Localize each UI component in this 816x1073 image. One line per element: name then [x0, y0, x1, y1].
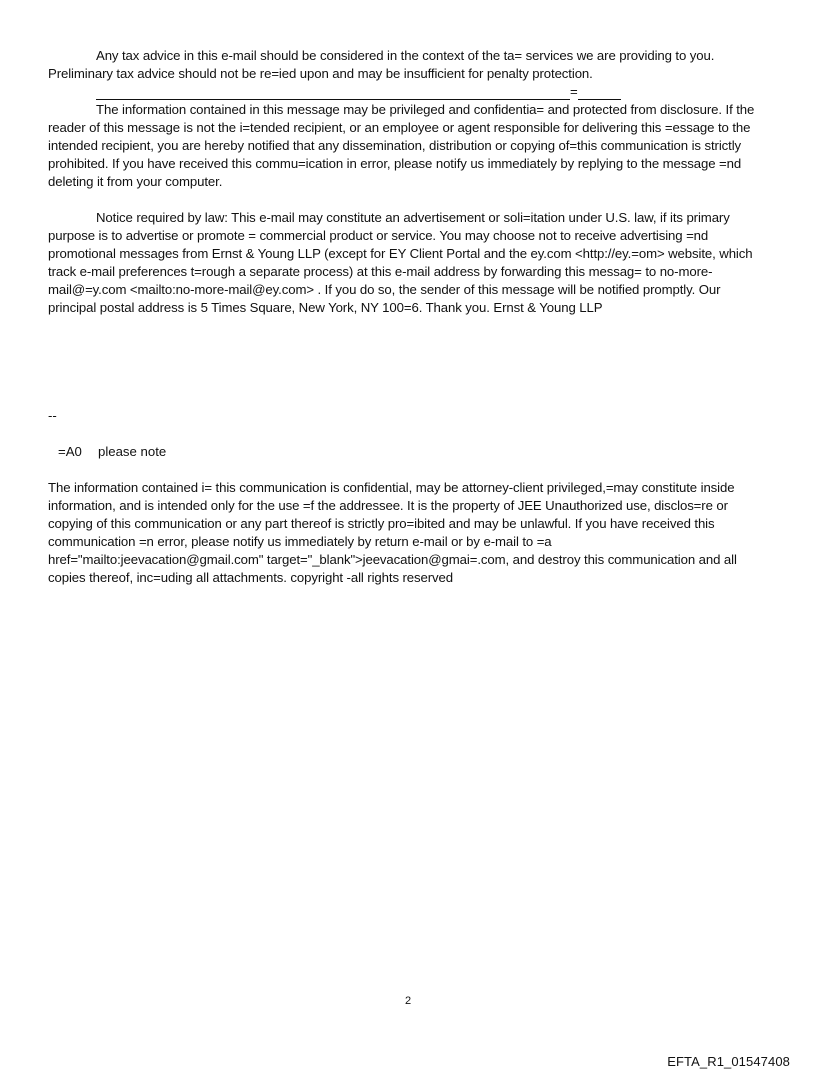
legal-notice-paragraph: Notice required by law: This e-mail may constitute an advertisement or soli=itation under U.S. law, if its primary purpose is to advertise or promote = commercial product or service. You may choose not to receive advertising =nd promotional messages from Ernst & Young LLP (except for EY Client Portal and the ey.com <http://ey.=om> website, which track e-mail preferences t=rough a separate process) at this e-mail address by forwarding this messag= to no-more-mail@=y.com <mailto:no-more-mail@ey.com> . If you do so, the sender of this message will be notified promptly. Our principal postal address is 5 Times Square, New York, NY 100=6. Thank you. Ernst & Young LLP — [48, 210, 753, 315]
please-note-line — [58, 443, 166, 461]
document-id: EFTA_R1_01547408 — [667, 1054, 790, 1069]
separator-rule-long — [96, 99, 570, 100]
confidentiality-paragraph: The information contained in this message may be privileged and confidentia= and protected from disclosure. If the reader of this message is not the i=tended recipient, or an employee or agent responsible for delivering this =essage to the intended recipient, you are hereby notified that any dissemination, distribution or copying of=this communication is strictly prohibited. If you have received this commu=ication in error, please notify us immediately by replying to the message =nd deleting it from your computer. — [48, 102, 755, 189]
tax-advice-paragraph: Any tax advice in this e-mail should be considered in the context of the ta= services we are providing to you. Preliminary tax advice should not be re=ied upon and may be insufficient for penalty protection. — [48, 48, 715, 81]
disclaimer-paragraph: The information contained i= this communication is confidential, may be attorney-client privileged,=may constitute inside information, and is intended only for the use =f the addressee. It is the property of JEE Unauthorized use, disclos=re or copying of this communication or any part thereof is strictly pro=ibited and may be unlawful. If you have received this communication =n error, please notify us immediately by return e-mail or by e-mail to =a href="mailto:jeevacation@gmail.com" target="_blank">jeevacation@gmai=.com, and destroy this communication and all copies thereof, inc=uding all attachments. copyright -all rights reserved — [48, 480, 737, 585]
signature-separator: -- — [48, 408, 57, 423]
page-number: 2 — [404, 995, 412, 1007]
separator-rule-short — [578, 99, 621, 100]
separator-rule-mark: = — [570, 84, 578, 99]
encoded-space-code: =A0 — [58, 444, 82, 459]
please-note-label: please note — [98, 444, 167, 459]
